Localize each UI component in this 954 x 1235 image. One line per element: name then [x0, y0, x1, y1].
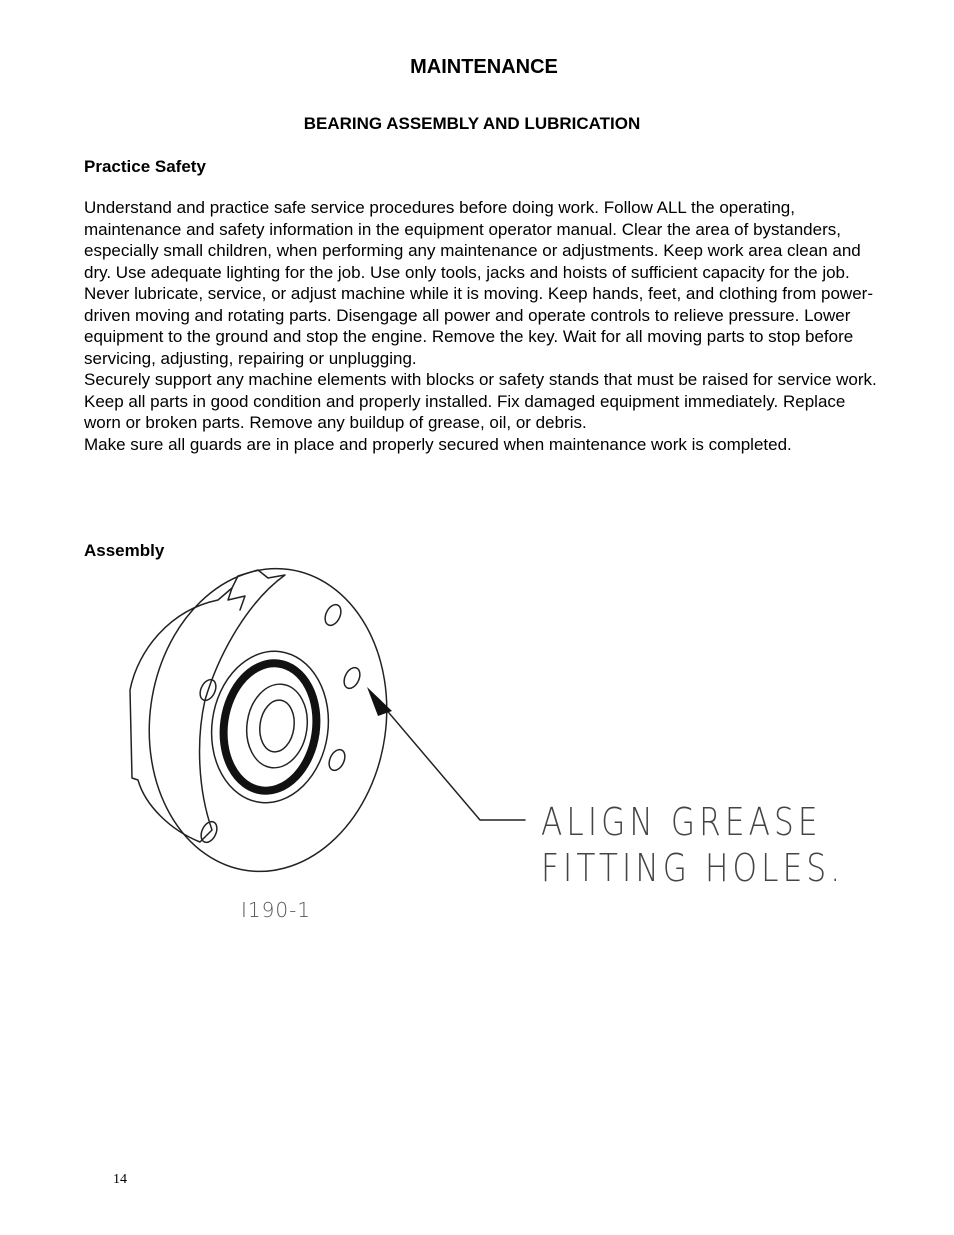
- safety-paragraph: Make sure all guards are in place and properly secured when maintenance work is completed.: [84, 434, 792, 454]
- callout-label-line-2: FITTING HOLES.: [541, 846, 845, 890]
- section-title: BEARING ASSEMBLY AND LUBRICATION: [303, 114, 641, 133]
- safety-paragraph: Never lubricate, service, or adjust machine while it is moving. Keep hands, feet, and clothing from power-driven moving and rotating parts. Disengage all power and operate controls to relieve pressure. Lower equipment to the ground and stop the engine. Remove the key. Wait for all moving parts to stop before servicing, adjusting, repairing or unplugging.: [84, 284, 873, 368]
- safety-paragraph: Understand and practice safe service procedures before doing work. Follow ALL the operating, maintenance and safety information in the equipment operator manual. Clear the area of bystanders, especially small children, when performing any maintenance or adjustments. Keep work area clean and dry. Use adequate lighting for the job. Use only tools, jacks and hoists of sufficient capacity for the job.: [84, 198, 861, 282]
- bolt-hole: [326, 747, 348, 773]
- callout-leader-line: [378, 700, 525, 820]
- page-title: MAINTENANCE: [410, 56, 558, 78]
- practice-safety-heading: Practice Safety: [84, 157, 206, 176]
- figure-id: I190-1: [241, 898, 312, 922]
- callout-label-line-1: ALIGN GREASE: [541, 800, 822, 844]
- safety-paragraph: Keep all parts in good condition and properly installed. Fix damaged equipment immediately. Replace worn or broken parts. Remove any buildup of grease, oil, or debris.: [84, 391, 846, 432]
- housing-step-line: [228, 588, 245, 610]
- bore-ring: [241, 680, 312, 772]
- flange-face: [130, 566, 406, 887]
- bolt-hole: [322, 602, 344, 628]
- seal-ring: [216, 657, 325, 797]
- safety-paragraph: Securely support any machine elements with blocks or safety stands that must be raised for service work.: [84, 370, 877, 389]
- page-number: 14: [113, 1172, 127, 1187]
- callout-arrow-head: [367, 687, 392, 716]
- bore-inner-ring: [257, 698, 298, 754]
- housing-back-outline: [130, 570, 285, 842]
- assembly-heading: Assembly: [84, 541, 165, 560]
- bolt-hole: [341, 665, 363, 691]
- practice-safety-body: [84, 197, 884, 455]
